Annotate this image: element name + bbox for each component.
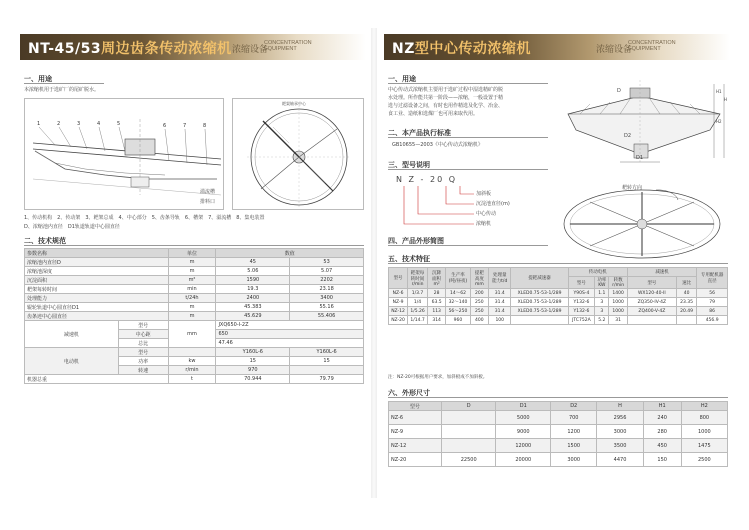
divider bbox=[388, 397, 728, 398]
nz-drawing bbox=[560, 74, 728, 264]
divider bbox=[388, 263, 728, 264]
overflow-label: 溢流槽 bbox=[200, 189, 216, 195]
model-item-4: 浓缩机 bbox=[476, 221, 492, 227]
outlet-label: 排料口 bbox=[200, 199, 216, 205]
model-item-1: 加斜板 bbox=[476, 191, 492, 197]
right-banner bbox=[384, 34, 730, 60]
table-row: 齿条迹中心圆直径 m 45.629 55.406 bbox=[25, 312, 364, 321]
section-usage-title: 一、用途 bbox=[24, 75, 52, 83]
section-standard-title: 二、本产品执行标准 bbox=[388, 129, 451, 137]
dimensions-table: 型号 D D1 D2 H H1 H2 NZ-6 5000 700 2956 240 800 NZ-9 9000 1200 3000 280 1000 NZ-12 12000 1500 3500 450 1475 NZ-20 22500 20000 3000 4470 150 2500 bbox=[388, 401, 728, 467]
header-value: 数值 bbox=[216, 249, 364, 258]
legend-line-2: D、浓缩池内直径 D1轨道轨道中心圆直径 bbox=[24, 224, 120, 230]
table-row: 浓缩池深度 m 5.06 5.07 bbox=[25, 267, 364, 276]
usage-text: 本浓缩机用于选矿厂的尾矿脱水。 bbox=[24, 87, 100, 93]
category-cn: 浓缩设备 bbox=[596, 45, 633, 55]
features-note: 注：NZ-20可根据用户要求，加斜板成不加斜板。 bbox=[388, 375, 488, 380]
section-features-title: 五、技术特征 bbox=[388, 255, 430, 263]
page-title bbox=[28, 38, 232, 58]
divider bbox=[24, 83, 104, 84]
section-spec-title: 二、技术规范 bbox=[24, 237, 66, 245]
left-page bbox=[20, 34, 366, 488]
header-param: 参数名称 bbox=[25, 249, 169, 258]
track-center-label: 耙架轴承中心 bbox=[282, 101, 306, 106]
part-number: 6 bbox=[163, 123, 167, 129]
dim-label-H: H bbox=[724, 97, 728, 102]
model-item-2: 沉淀池直径(m) bbox=[476, 201, 510, 207]
table-row: 处理能力 t/24h 2400 3400 bbox=[25, 294, 364, 303]
divider bbox=[24, 245, 364, 246]
part-number: 5 bbox=[117, 121, 121, 127]
divider bbox=[388, 245, 548, 246]
divider bbox=[388, 83, 548, 84]
usage-line-3: 选与过滤设备之间，有时也用作精选及化学、冶金、 bbox=[388, 103, 504, 109]
table-row: NZ-12 12000 1500 3500 450 1475 bbox=[389, 439, 728, 453]
title-model: NZ bbox=[392, 41, 415, 57]
title-name: 型中心传动浓缩机 bbox=[414, 41, 531, 57]
table-row: NZ-20 22500 20000 3000 4470 150 2500 bbox=[389, 453, 728, 467]
side-view-drawing bbox=[24, 98, 224, 210]
right-page bbox=[384, 34, 730, 488]
part-number: 7 bbox=[183, 123, 187, 129]
divider bbox=[388, 137, 548, 138]
section-outline-title: 四、产品外形简图 bbox=[388, 237, 444, 245]
section-dimensions-title: 六、外形尺寸 bbox=[388, 389, 430, 397]
dim-label-H2: H2 bbox=[716, 119, 722, 124]
category-en: CONCENTRATION EQUIPMENT bbox=[628, 40, 676, 52]
table-row: NZ-20 1/14.7 314 960 400 100 JTC752A 5.2 31 456.9 bbox=[389, 316, 728, 325]
category-cn: 浓缩设备 bbox=[232, 45, 269, 55]
header-unit: 单位 bbox=[168, 249, 216, 258]
dim-label-D2: D2 bbox=[624, 133, 632, 139]
part-number: 4 bbox=[97, 121, 101, 127]
table-row: 总比 47.46 bbox=[25, 339, 364, 348]
table-row: 转速 r/min 970 bbox=[25, 366, 364, 375]
table-row: NZ-12 1/5.26 113 56～250 250 31.4 XLED0.75-53-1/289 Y132-6 3 1000 ZQ400-V-4Z 20.49 86 bbox=[389, 307, 728, 316]
rotation-label: 耙转方向 bbox=[622, 185, 643, 191]
features-table: 型号 耙架每转时间r/min 沉降面积m² 生产率(吨/昼夜) 提耙高度mm 处理量能力t/d 提耙减速器 传动电机 减速机 专用配机器直径 型号 功率KW 转数r/min 型号 速比 NZ-6 1/3.7 28 14～62 200 31.4 XLED0.75-53-1/289 Y90S-4 1.1 1400 WX120-40-II 40 56 NZ-9 1/4 63.5 32～140 250 31.4 XLED0.75-53-1/289 Y132-6 3 1000 ZQ350-IV-4Z 23.35 79 NZ-12 1/5.26 113 56～250 250 31.4 XLED0.75-53-1/289 Y132-6 3 1000 ZQ400-V-4Z 20.49 86 NZ-20 1/14.7 314 960 400 100 JTC752A 5.2 31 456.9 bbox=[388, 267, 728, 325]
table-row: 浓缩池内直径D m 45 53 bbox=[25, 258, 364, 267]
dim-label-D: D bbox=[617, 88, 621, 94]
legend-line-1: 1、传动机构 2、传动架 3、耙架总成 4、中心部分 5、齿条导轨 6、槽架 7、溢流槽 8、集电装置 bbox=[24, 215, 265, 221]
table-row: 中心距 650 bbox=[25, 330, 364, 339]
part-number: 2 bbox=[57, 121, 61, 127]
top-view-svg bbox=[233, 99, 365, 211]
table-row: 沉淀面积 m² 1590 2202 bbox=[25, 276, 364, 285]
standard-text: GB10655—2003《中心传动式浓缩机》 bbox=[392, 142, 483, 148]
model-item-3: 中心传动 bbox=[476, 211, 497, 217]
usage-line-4: 食工业、造纸和选煤厂也可用来取代用。 bbox=[388, 111, 479, 117]
nz-drawing-svg bbox=[560, 74, 728, 264]
page-title bbox=[392, 38, 531, 58]
table-row: NZ-9 1/4 63.5 32～140 250 31.4 XLED0.75-53-1/289 Y132-6 3 1000 ZQ350-IV-4Z 23.35 79 bbox=[389, 298, 728, 307]
side-view-svg bbox=[25, 99, 225, 211]
usage-line-2: 水处理。所作能共第一阶段——浓缩，一般设置于精 bbox=[388, 95, 504, 101]
dim-label-H1: H1 bbox=[716, 89, 722, 94]
category-en: CONCENTRATION EQUIPMENT bbox=[264, 40, 312, 52]
table-row: 辊轮轨道中心圆直径D1 m 45.383 55.16 bbox=[25, 303, 364, 312]
divider bbox=[388, 169, 548, 170]
spec-table bbox=[24, 248, 364, 384]
table-row: 电动机 型号 Y160L-6 Y160L-6 bbox=[25, 348, 364, 357]
title-model: NT-45/53 bbox=[28, 41, 102, 57]
top-view-drawing bbox=[232, 98, 364, 210]
model-code: N Z - 20 Q bbox=[396, 175, 457, 184]
table-row: NZ-6 1/3.7 28 14～62 200 31.4 XLED0.75-53-1/289 Y90S-4 1.1 1400 WX120-40-II 40 56 bbox=[389, 289, 728, 298]
table-row: 机器总重 t 70.944 79.79 bbox=[25, 375, 364, 384]
part-number: 1 bbox=[37, 121, 41, 127]
section-model-title: 三、型号说明 bbox=[388, 161, 430, 169]
part-number: 3 bbox=[77, 121, 81, 127]
dim-label-D1: D1 bbox=[636, 155, 644, 161]
table-row: 耙架每转时间 min 19.3 23.18 bbox=[25, 285, 364, 294]
section-usage-title: 一、用途 bbox=[388, 75, 416, 83]
left-banner bbox=[20, 34, 366, 60]
title-name: 周边齿条传动浓缩机 bbox=[101, 41, 232, 57]
table-row: NZ-9 9000 1200 3000 280 1000 bbox=[389, 425, 728, 439]
table-row: NZ-6 5000 700 2956 240 800 bbox=[389, 411, 728, 425]
book-spine bbox=[371, 28, 377, 498]
usage-line-1: 中心传动式浓缩机主要用于选矿过程中湿选精矿的脱 bbox=[388, 87, 504, 93]
table-row: 功率 kw 15 15 bbox=[25, 357, 364, 366]
part-number: 8 bbox=[203, 123, 207, 129]
table-row: 减速机 型号 mm JXQ650-I-2Z bbox=[25, 321, 364, 330]
